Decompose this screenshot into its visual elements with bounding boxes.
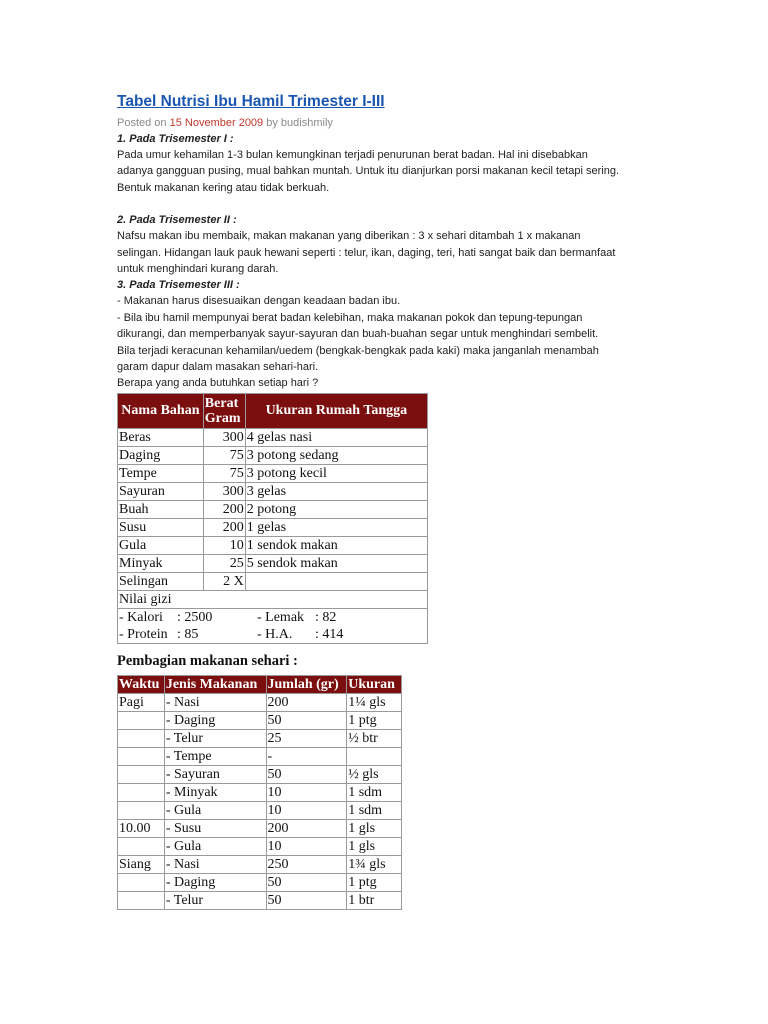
text-line: - Makanan harus disesuaikan dengan keadaan badan ibu. [117, 295, 401, 308]
cell-jumlah: 200 [266, 693, 347, 711]
cell-ukuran: 1 gls [347, 837, 402, 855]
cell-ukuran: 1 gls [347, 819, 402, 837]
cell-jenis: - Minyak [164, 783, 266, 801]
cell-jumlah: 10 [266, 837, 347, 855]
cell-berat: 75 [203, 446, 245, 464]
cell-ukuran: ½ btr [347, 729, 402, 747]
table-row [118, 819, 402, 837]
cell-ukuran: 4 gelas nasi [245, 428, 427, 446]
section-text [117, 293, 657, 391]
cell-jumlah: 25 [266, 729, 347, 747]
cell-waktu [118, 729, 165, 747]
daily-meal-table [117, 675, 402, 910]
cell-ukuran: 1 sendok makan [245, 536, 427, 554]
table-row [118, 464, 428, 482]
cell-ukuran [245, 572, 427, 590]
protein-value: : 85 [177, 626, 199, 642]
table-row [118, 837, 402, 855]
cell-jumlah: - [266, 747, 347, 765]
table-row [118, 729, 402, 747]
nilai-gizi-row [118, 590, 428, 608]
kalori-label: - Kalori [119, 609, 163, 625]
section-trimester-2 [117, 212, 657, 277]
cell-waktu: Siang [118, 855, 165, 873]
col-header-jenis-makanan: Jenis Makanan [164, 675, 266, 693]
col-header-waktu: Waktu [118, 675, 165, 693]
cell-jenis: - Susu [164, 819, 266, 837]
cell-jenis: - Telur [164, 891, 266, 909]
cell-jumlah: 50 [266, 765, 347, 783]
section-trimester-1 [117, 131, 657, 196]
cell-berat: 300 [203, 482, 245, 500]
cell-jumlah: 10 [266, 801, 347, 819]
cell-bahan: Daging [118, 446, 204, 464]
posted-prefix: Posted on [117, 117, 167, 129]
section-trimester-3 [117, 277, 657, 391]
cell-ukuran: 2 potong [245, 500, 427, 518]
cell-jenis: - Gula [164, 837, 266, 855]
cell-berat: 2 X [203, 572, 245, 590]
lemak-value: : 82 [315, 609, 337, 625]
cell-jumlah: 200 [266, 819, 347, 837]
ha-value: : 414 [315, 626, 344, 642]
cell-ukuran: 3 gelas [245, 482, 427, 500]
text-line: Pada umur kehamilan 1-3 bulan kemungkinan terjadi penurunan berat badan. Hal ini disebabkan [117, 149, 588, 161]
cell-waktu [118, 783, 165, 801]
table-header-row [118, 393, 428, 428]
cell-ukuran: 3 potong sedang [245, 446, 427, 464]
table-row [118, 482, 428, 500]
cell-waktu: Pagi [118, 693, 165, 711]
protein-label: - Protein [119, 626, 168, 642]
section-text [117, 228, 657, 277]
table-header-row [118, 675, 402, 693]
cell-jumlah: 50 [266, 891, 347, 909]
cell-ukuran: 3 potong kecil [245, 464, 427, 482]
cell-jumlah: 250 [266, 855, 347, 873]
section-heading: 2. Pada Trisemester II : [117, 214, 237, 227]
table-row [118, 572, 428, 590]
table-row [118, 873, 402, 891]
cell-jenis: - Daging [164, 873, 266, 891]
nilai-gizi-label: Nilai gizi [118, 590, 428, 608]
text-line: Nafsu makan ibu membaik, makan makanan yang diberikan : 3 x sehari ditambah 1 x makanan [117, 230, 581, 243]
cell-ukuran: 1 sdm [347, 801, 402, 819]
table-row [118, 747, 402, 765]
gizi-values [118, 608, 428, 643]
cell-berat: 200 [203, 500, 245, 518]
text-line: untuk menghindari kurang darah. [117, 263, 279, 276]
table-row [118, 891, 402, 909]
cell-ukuran: 1 ptg [347, 711, 402, 729]
cell-waktu [118, 837, 165, 855]
cell-jenis: - Gula [164, 801, 266, 819]
cell-berat: 10 [203, 536, 245, 554]
cell-jenis: - Daging [164, 711, 266, 729]
by-prefix: by [266, 117, 278, 129]
cell-waktu [118, 891, 165, 909]
cell-jenis: - Nasi [164, 855, 266, 873]
table-row [118, 500, 428, 518]
cell-waktu [118, 765, 165, 783]
gizi-values-row [118, 608, 428, 643]
section-text [117, 147, 657, 196]
table-row [118, 783, 402, 801]
cell-berat: 200 [203, 518, 245, 536]
article [117, 92, 657, 910]
text-line: Bentuk makanan kering atau tidak berkuah. [117, 181, 330, 194]
post-meta [117, 115, 657, 131]
cell-bahan: Minyak [118, 554, 204, 572]
table-row [118, 855, 402, 873]
table-row [118, 801, 402, 819]
cell-jumlah: 50 [266, 873, 347, 891]
nutrition-table [117, 393, 428, 644]
table-row [118, 554, 428, 572]
kalori-value: : 2500 [177, 609, 213, 625]
cell-jenis: - Telur [164, 729, 266, 747]
section-heading: 3. Pada Trisemester III : [117, 279, 240, 292]
table-row [118, 536, 428, 554]
article-title[interactable]: Tabel Nutrisi Ibu Hamil Trimester I-III [117, 93, 385, 110]
cell-waktu [118, 711, 165, 729]
text-line: - Bila ibu hamil mempunyai berat badan kelebihan, maka makanan pokok dan tepung-tepungan [117, 311, 583, 324]
cell-bahan: Tempe [118, 464, 204, 482]
post-date-link[interactable]: 15 November 2009 [169, 117, 264, 129]
cell-ukuran [347, 747, 402, 765]
col-header-jumlah: Jumlah (gr) [266, 675, 347, 693]
cell-jumlah: 50 [266, 711, 347, 729]
col-header-ukuran: Ukuran [347, 675, 402, 693]
cell-bahan: Selingan [118, 572, 204, 590]
text-line: adanya gangguan pusing, mual bahkan muntah. Untuk itu dianjurkan porsi makanan kecil tetapi sering. [117, 165, 620, 178]
cell-bahan: Buah [118, 500, 204, 518]
cell-ukuran: ½ gls [347, 765, 402, 783]
cell-bahan: Susu [118, 518, 204, 536]
cell-bahan: Beras [118, 428, 204, 446]
col-header-ukuran: Ukuran Rumah Tangga [245, 393, 427, 428]
cell-jenis: - Tempe [164, 747, 266, 765]
cell-ukuran: 1 ptg [347, 873, 402, 891]
cell-ukuran: 1 btr [347, 891, 402, 909]
cell-waktu [118, 873, 165, 891]
cell-jenis: - Nasi [164, 693, 266, 711]
cell-berat: 75 [203, 464, 245, 482]
cell-berat: 300 [203, 428, 245, 446]
cell-ukuran: 1¾ gls [347, 855, 402, 873]
table-row [118, 765, 402, 783]
col-header-nama-bahan: Nama Bahan [118, 393, 204, 428]
cell-berat: 25 [203, 554, 245, 572]
cell-bahan: Gula [118, 536, 204, 554]
table-row [118, 711, 402, 729]
col-header-berat-gram: Berat Gram [203, 393, 245, 428]
table-row [118, 446, 428, 464]
section-heading: 1. Pada Trisemester I : [117, 133, 234, 145]
text-line: dikurangi, dan memperbanyak sayur-sayuran dan buah-buahan segar untuk menghindari sembelit. [117, 328, 599, 341]
lemak-label: - Lemak [257, 609, 305, 625]
cell-bahan: Sayuran [118, 482, 204, 500]
ha-label: - H.A. [257, 626, 293, 642]
table-row [118, 693, 402, 711]
text-line: garam dapur dalam masakan sehari-hari. [117, 361, 319, 374]
author-link[interactable]: budishmily [280, 117, 333, 129]
cell-ukuran: 1 sdm [347, 783, 402, 801]
cell-waktu [118, 747, 165, 765]
cell-jenis: - Sayuran [164, 765, 266, 783]
table-row [118, 428, 428, 446]
cell-ukuran: 5 sendok makan [245, 554, 427, 572]
text-line: Bila terjadi keracunan kehamilan/uedem (bengkak-bengkak pada kaki) maka janganlah menambah [117, 344, 599, 357]
text-line: Berapa yang anda butuhkan setiap hari ? [117, 377, 319, 390]
cell-waktu [118, 801, 165, 819]
cell-ukuran: 1¼ gls [347, 693, 402, 711]
text-line: selingan. Hidangan lauk pauk hewani seperti : telur, ikan, daging, teri, hati sangat baik dan bermanfaat [117, 246, 616, 259]
table-row [118, 518, 428, 536]
daily-meal-title: Pembagian makanan sehari : [117, 652, 298, 669]
cell-ukuran: 1 gelas [245, 518, 427, 536]
cell-waktu: 10.00 [118, 819, 165, 837]
cell-jumlah: 10 [266, 783, 347, 801]
